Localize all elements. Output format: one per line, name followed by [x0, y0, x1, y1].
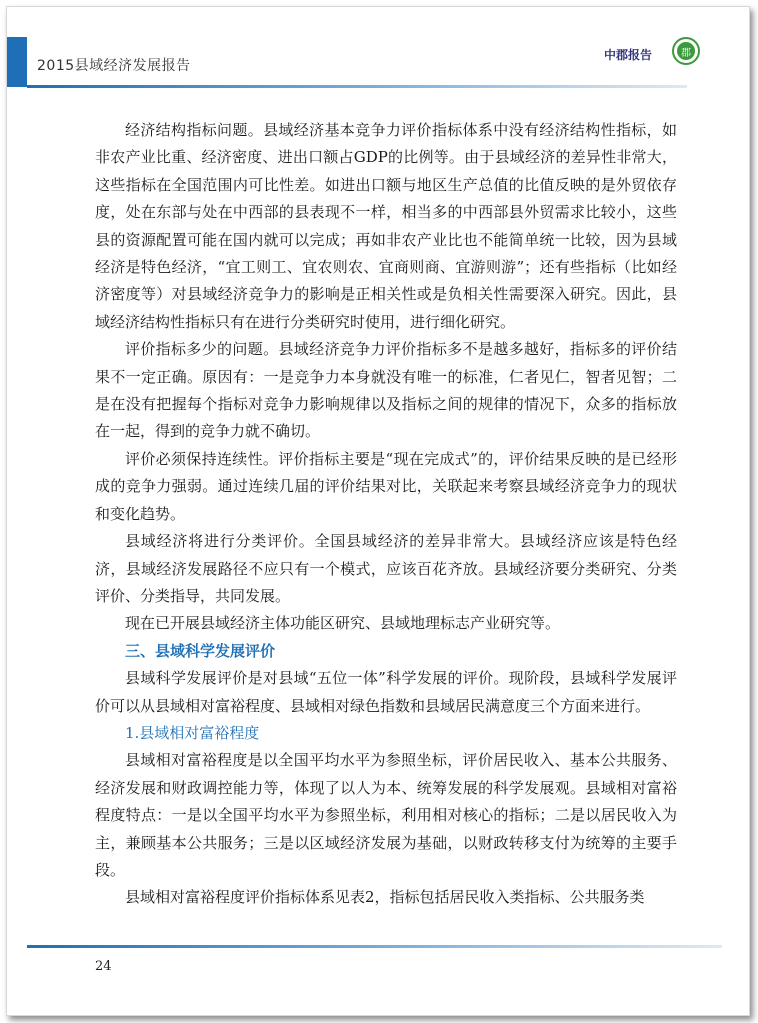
paragraph: 现在已开展县域经济主体功能区研究、县域地理标志产业研究等。: [125, 614, 561, 633]
paragraph: 县域经济将进行分类评价。全国县域经济的差异非常大。县域经济应该是特色经济，县域经济发展路径不应只有一个模式，应该百花齐放。县域经济要分类研究、分类评价、分类指导，共同发展。: [95, 532, 677, 605]
brand-logo-icon: [672, 37, 700, 65]
paragraph: 评价必须保持连续性。评价指标主要是“现在完成式”的，评价结果反映的是已经形成的竞争力强弱。通过连续几届的评价结果对比，关联起来考察县域经济竞争力的现状和变化趋势。: [95, 449, 677, 523]
paragraph: 县域科学发展评价是对县域“五位一体”科学发展的评价。现阶段，县域科学发展评价可以从县域相对富裕程度、县域相对绿色指数和县域居民满意度三个方面来进行。: [95, 669, 677, 715]
page: [6, 6, 750, 1016]
paragraph: 经济结构指标问题。县域经济基本竞争力评价指标体系中没有经济结构性指标，如非农产业比重、经济密度、进出口额占GDP的比例等。由于县域经济的差异性非常大，这些指标在全国范围内可比性差。如进出口额与地区生产总值的比值反映的是外贸依存度，处在东部与处在中西部的县表现不一样，相当多的中西部县外贸需求比较小，这些县的资源配置可能在国内就可以完成；再如非农产业比也不能简单统一比较，因为县域经济是特色经济，“宜工则工、宜农则农、宜商则商、宜游则游”；还有些指标（比如经济密度等）对县域经济竞争力的影响是正相关性或是负相关性需要深入研究。因此，县域经济结构性指标只有在进行分类研究时使用，进行细化研究。: [95, 121, 677, 331]
section-heading: 三、县域科学发展评价: [125, 641, 276, 660]
footer-rule: [27, 945, 722, 948]
paragraph: 评价指标多少的问题。县域经济竞争力评价指标多不是越多越好，指标多的评价结果不一定正确。原因有：一是竞争力本身就没有唯一的标准，仁者见仁，智者见智；二是在没有把握每个指标对竞争力影响规律以及指标之间的规律的情况下，众多的指标放在一起，得到的竞争力就不确切。: [95, 340, 677, 441]
header-accent-bar: [7, 37, 27, 87]
subsection-heading: 1.县域相对富裕程度: [125, 723, 260, 742]
paragraph: 县域相对富裕程度是以全国平均水平为参照坐标，评价居民收入、基本公共服务、经济发展和财政调控能力等，体现了以人为本、统筹发展的科学发展观。县域相对富裕程度特点：一是以全国平均水平为参照坐标，利用相对核心的指标；二是以居民收入为主，兼顾基本公共服务；三是以区域经济发展为基础，以财政转移支付为统筹的主要手段。: [95, 751, 677, 879]
paragraph: 县域相对富裕程度评价指标体系见表2，指标包括居民收入类指标、公共服务类: [125, 888, 645, 907]
page-number: 24: [95, 959, 112, 974]
body-text: [95, 117, 677, 912]
running-header-title: 2015县域经济发展报告: [37, 58, 191, 74]
brand-name: 中郡报告: [604, 48, 653, 62]
logo-glyph: 郡: [677, 42, 695, 60]
header-rule: [27, 85, 687, 88]
